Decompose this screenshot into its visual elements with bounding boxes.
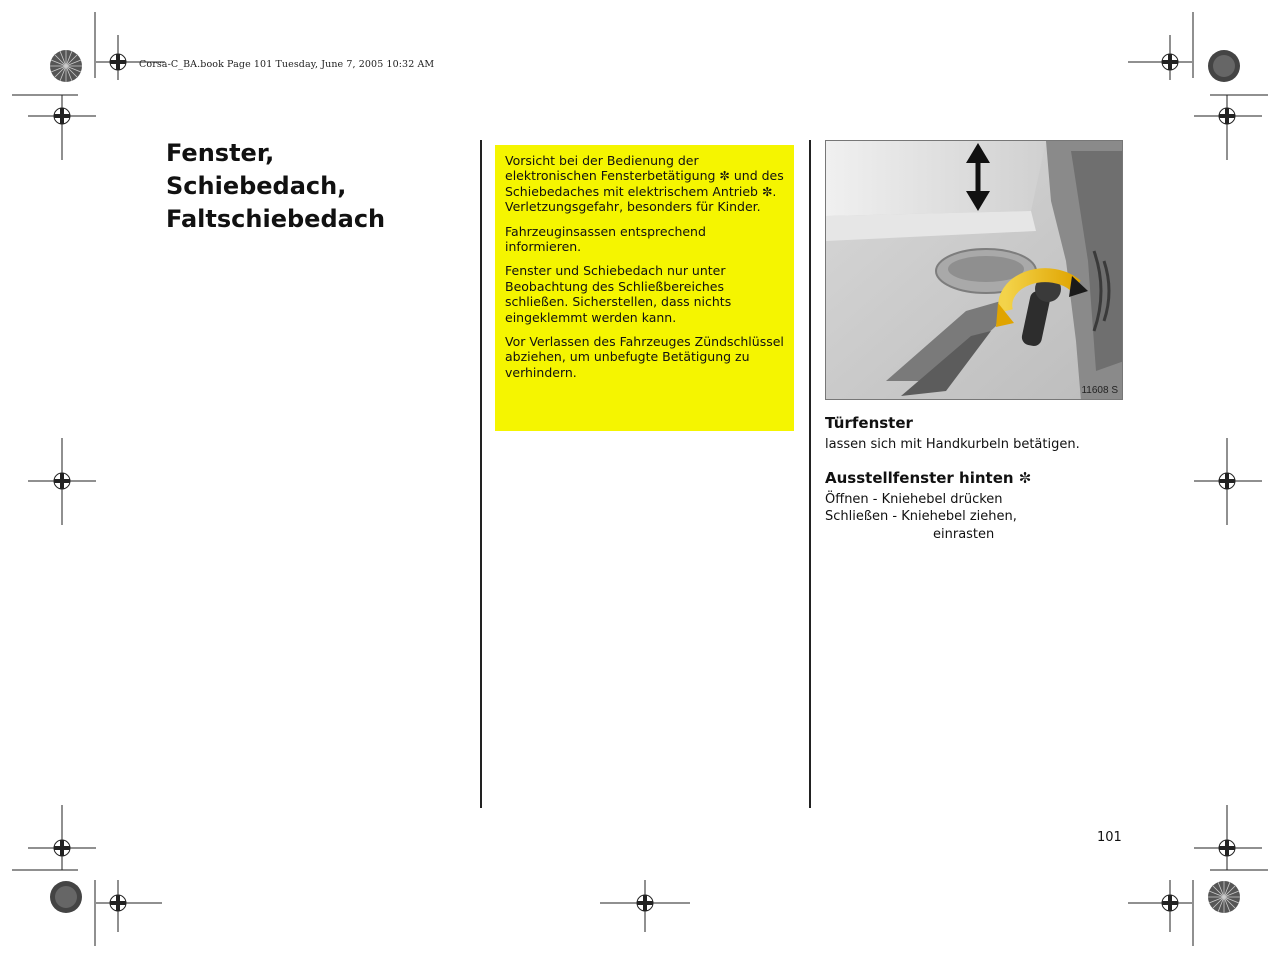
- column-divider-right: [809, 140, 811, 808]
- section-heading: Türfenster: [825, 414, 913, 432]
- calibration-disk-top-right: [1207, 49, 1241, 83]
- warning-box: [495, 145, 794, 431]
- door-crank-drawing: [826, 141, 1123, 400]
- warning-paragraph: Vor Verlassen des Fahrzeuges Zündschlüssel abziehen, um unbefugte Betätigung zu verhindern.: [505, 334, 784, 380]
- door-window-illustration: [825, 140, 1123, 400]
- section-heading: Ausstellfenster hinten ✼: [825, 469, 1032, 487]
- section-text: Öffnen - Kniehebel drücken: [825, 492, 1003, 507]
- print-header: Corsa-C_BA.book Page 101 Tuesday, June 7, 2005 10:32 AM: [139, 59, 435, 70]
- calibration-disk-bottom-left: [49, 880, 83, 914]
- title-line: Faltschiebedach: [166, 205, 386, 233]
- column-divider-left: [480, 140, 482, 808]
- warning-paragraph: Fahrzeuginsassen entsprechend informieren.: [505, 223, 706, 255]
- section-text: Schließen - Kniehebel ziehen,: [825, 509, 1017, 524]
- page-number: 101: [1097, 830, 1122, 845]
- warning-paragraph: Vorsicht bei der Bedienung der elektronischen Fensterbetätigung ✼ und des Schiebedaches mit elektrischem Antrieb ✼. Verletzungsgefahr, besonders für Kinder.: [505, 153, 784, 215]
- section-text: lassen sich mit Handkurbeln betätigen.: [825, 437, 1080, 452]
- figure-code: 11608 S: [1081, 385, 1118, 396]
- section-text: einrasten: [933, 527, 995, 542]
- calibration-disk-top-left: [49, 49, 83, 83]
- page-title: [166, 137, 466, 236]
- calibration-disk-bottom-right: [1207, 880, 1241, 914]
- warning-paragraph: Fenster und Schiebedach nur unter Beobachtung des Schließbereiches schließen. Sicherstellen, dass nichts eingeklemmt werden kann.: [505, 263, 732, 325]
- title-line: Fenster,: [166, 139, 275, 167]
- title-line: Schiebedach,: [166, 172, 347, 200]
